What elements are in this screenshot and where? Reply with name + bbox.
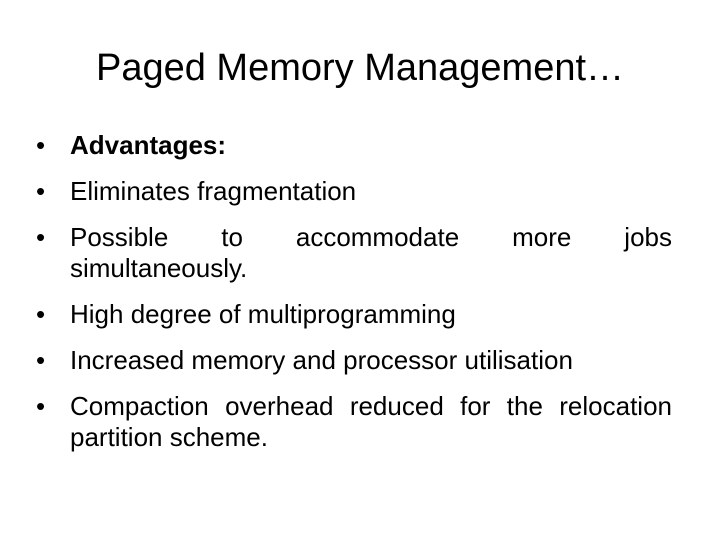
slide-title: Paged Memory Management… (95, 47, 625, 89)
bullet-dot: • (36, 299, 46, 329)
bullet-text: Eliminates fragmentation (70, 176, 357, 206)
bullet-item (36, 176, 672, 207)
bullet-dot: • (36, 345, 46, 375)
bullet-list (36, 130, 672, 468)
bullet-dot: • (36, 391, 46, 421)
bullet-text: Advantages: (70, 130, 227, 160)
bullet-item (36, 299, 672, 330)
bullet-dot: • (36, 176, 46, 206)
bullet-item (36, 130, 672, 161)
bullet-item (36, 391, 672, 453)
bullet-item (36, 345, 672, 376)
bullet-dot: • (36, 222, 46, 252)
bullet-text: High degree of multiprogramming (70, 299, 456, 329)
bullet-text: Possible to accommodate more jobs simultaneously. (70, 222, 672, 283)
bullet-text: Compaction overhead reduced for the relocation partition scheme. (70, 391, 672, 452)
bullet-text: Increased memory and processor utilisation (70, 345, 573, 375)
bullet-item (36, 222, 672, 284)
bullet-dot: • (36, 130, 46, 160)
